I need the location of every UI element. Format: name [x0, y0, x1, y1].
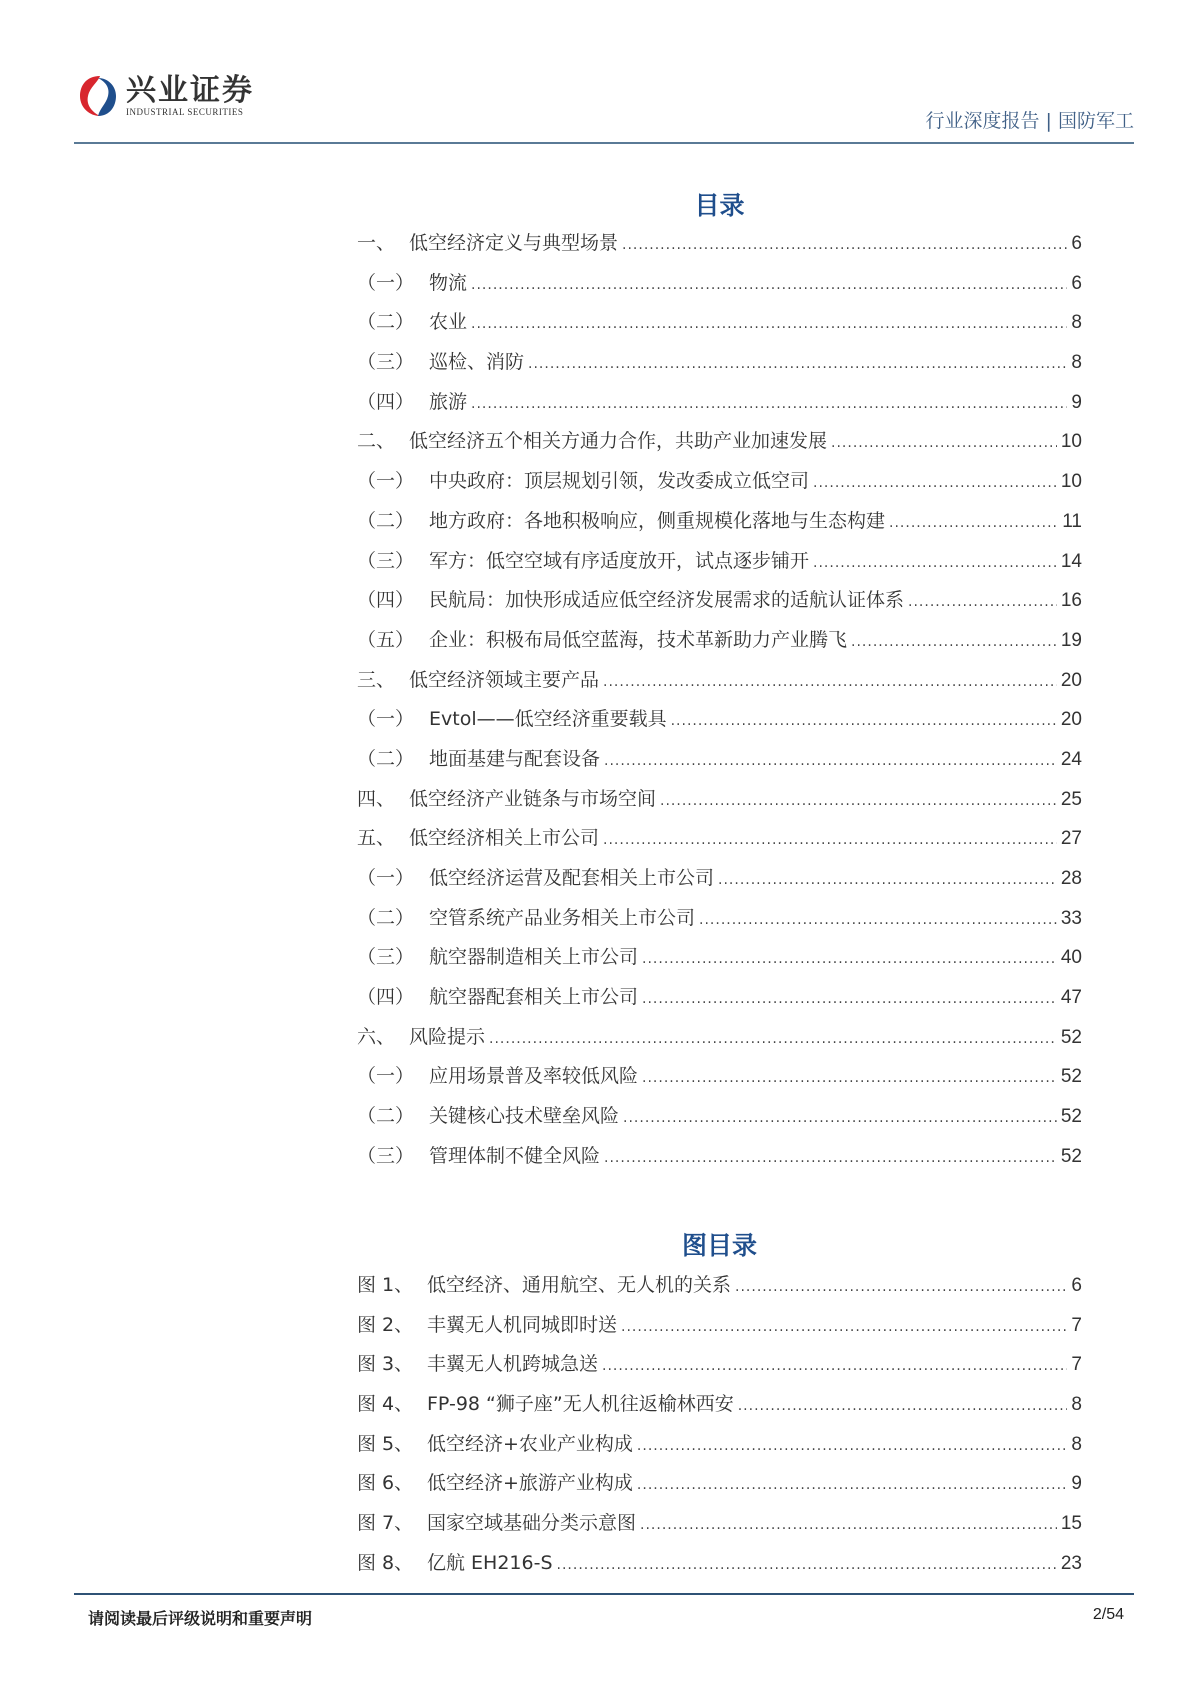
entry-number: 一、: [357, 232, 396, 254]
toc-title: 目录: [694, 191, 745, 220]
figure-list: [357, 1270, 1082, 1588]
dot-leader: [735, 1279, 1067, 1295]
entry-page: 8: [1071, 312, 1082, 334]
entry-page: 9: [1071, 391, 1082, 413]
dot-leader: [489, 1031, 1057, 1047]
entry-label: 航空器配套相关上市公司: [429, 986, 639, 1009]
toc-entry[interactable]: [357, 228, 1082, 268]
entry-label: 低空经济领域主要产品: [409, 668, 600, 691]
entry-page: 27: [1060, 828, 1082, 850]
toc-entry[interactable]: [357, 1141, 1082, 1181]
dot-leader: [604, 753, 1057, 769]
entry-number: （二）: [357, 747, 415, 770]
toc-entry[interactable]: [357, 823, 1082, 863]
entry-label: 国家空域基础分类示意图: [427, 1512, 637, 1535]
entry-label: Evtol——低空经济重要载具: [429, 708, 667, 731]
logo-en: INDUSTRIAL SECURITIES: [126, 107, 244, 117]
entry-label: 军方：低空空域有序适度放开，试点逐步铺开: [429, 549, 810, 572]
entry-number: 图 3、: [357, 1353, 414, 1376]
dot-leader: [528, 356, 1067, 372]
toc-entry[interactable]: [357, 347, 1082, 387]
entry-label: 关键核心技术壁垒风险: [429, 1105, 620, 1128]
entry-label: 企业：积极布局低空蓝海，技术革新助力产业腾飞: [429, 628, 848, 651]
entry-page: 8: [1071, 1394, 1082, 1416]
toc-entry[interactable]: [357, 307, 1082, 347]
dot-leader: [557, 1557, 1057, 1573]
toc-entry[interactable]: [357, 625, 1082, 665]
toc-entry[interactable]: [357, 704, 1082, 744]
logo-cn: 兴业证券: [126, 73, 254, 108]
dot-leader: [603, 832, 1057, 848]
entry-page: 33: [1060, 907, 1082, 929]
entry-label: 物流: [429, 271, 468, 294]
entry-page: 19: [1060, 629, 1082, 651]
entry-label: 地面基建与配套设备: [429, 747, 601, 770]
toc-entry[interactable]: [357, 585, 1082, 625]
entry-page: 10: [1060, 471, 1082, 493]
entry-page: 52: [1060, 1145, 1082, 1167]
figure-entry[interactable]: [357, 1548, 1082, 1588]
toc-entry[interactable]: [357, 744, 1082, 784]
dot-leader: [908, 594, 1057, 610]
dot-leader: [471, 396, 1067, 412]
company-logo: [78, 74, 254, 118]
entry-page: 6: [1071, 1275, 1082, 1296]
figure-entry[interactable]: [357, 1310, 1082, 1350]
dot-leader: [738, 1398, 1068, 1414]
entry-label: 中央政府：顶层规划引领，发改委成立低空司: [429, 470, 810, 493]
dot-leader: [471, 316, 1067, 332]
figure-entry[interactable]: [357, 1429, 1082, 1469]
entry-page: 52: [1060, 1026, 1082, 1048]
entry-page: 15: [1060, 1513, 1082, 1535]
figure-entry[interactable]: [357, 1349, 1082, 1389]
entry-number: （三）: [357, 946, 415, 969]
entry-label: 亿航 EH216-S: [427, 1551, 553, 1574]
entry-number: （一）: [357, 271, 415, 294]
entry-page: 9: [1071, 1473, 1082, 1495]
toc-entry[interactable]: [357, 466, 1082, 506]
dot-leader: [813, 555, 1057, 571]
dot-leader: [637, 1438, 1068, 1454]
entry-page: 52: [1060, 1066, 1082, 1088]
toc-entry[interactable]: [357, 546, 1082, 586]
dot-leader: [603, 674, 1057, 690]
toc-entry[interactable]: [357, 426, 1082, 466]
footer-disclaimer: 请阅读最后评级说明和重要声明: [88, 1609, 313, 1628]
entry-page: 7: [1071, 1354, 1082, 1376]
entry-label: 低空经济相关上市公司: [409, 827, 600, 850]
entry-number: 五、: [357, 827, 396, 850]
dot-leader: [623, 1110, 1057, 1126]
entry-label: 地方政府：各地积极响应，侧重规模化落地与生态构建: [429, 509, 886, 532]
toc-entry[interactable]: [357, 665, 1082, 705]
entry-page: 8: [1071, 1433, 1082, 1455]
figure-entry[interactable]: [357, 1270, 1082, 1310]
dot-leader: [622, 237, 1067, 253]
dot-leader: [642, 991, 1057, 1007]
toc-entry[interactable]: [357, 784, 1082, 824]
table-of-contents: [357, 228, 1082, 1181]
dot-leader: [699, 912, 1057, 928]
report-type: 行业深度报告 | 国防军工: [925, 110, 1134, 132]
entry-number: （二）: [357, 311, 415, 334]
entry-number: （二）: [357, 906, 415, 929]
dot-leader: [660, 793, 1057, 809]
entry-number: 六、: [357, 1025, 396, 1048]
figure-list-title: 图目录: [681, 1231, 757, 1260]
dot-leader: [642, 951, 1057, 967]
dot-leader: [718, 872, 1057, 888]
entry-label: 应用场景普及率较低风险: [429, 1065, 639, 1088]
dot-leader: [471, 277, 1067, 293]
entry-number: （二）: [357, 1105, 415, 1128]
entry-label: 丰翼无人机跨城急送: [427, 1353, 599, 1376]
entry-label: 低空经济定义与典型场景: [409, 232, 619, 254]
entry-label: 低空经济五个相关方通力合作，共助产业加速发展: [409, 430, 828, 453]
dot-leader: [671, 713, 1057, 729]
figure-entry[interactable]: [357, 1389, 1082, 1429]
entry-page: 24: [1060, 748, 1082, 770]
entry-page: 8: [1071, 352, 1082, 374]
entry-page: 10: [1060, 431, 1082, 453]
entry-page: 7: [1071, 1314, 1082, 1336]
entry-label: 风险提示: [409, 1025, 486, 1048]
entry-page: 23: [1060, 1552, 1082, 1574]
entry-label: 管理体制不健全风险: [429, 1144, 601, 1167]
entry-page: 20: [1060, 709, 1082, 731]
entry-number: （一）: [357, 1065, 415, 1088]
entry-number: 二、: [357, 430, 396, 453]
entry-number: （四）: [357, 986, 415, 1009]
entry-label: FP-98 “狮子座”无人机往返榆林西安: [427, 1393, 734, 1416]
dot-leader: [621, 1319, 1067, 1335]
entry-page: 52: [1060, 1106, 1082, 1128]
entry-number: （一）: [357, 470, 415, 493]
entry-number: 四、: [357, 787, 396, 810]
toc-entry[interactable]: [357, 1061, 1082, 1101]
entry-number: 图 5、: [357, 1432, 414, 1455]
entry-page: 47: [1060, 987, 1082, 1009]
entry-page: 40: [1060, 947, 1082, 969]
entry-number: （五）: [357, 628, 415, 651]
entry-number: 图 1、: [357, 1274, 414, 1296]
dot-leader: [637, 1477, 1068, 1493]
entry-label: 低空经济、通用航空、无人机的关系: [427, 1274, 732, 1296]
entry-page: 11: [1062, 510, 1082, 532]
entry-number: （一）: [357, 867, 415, 889]
dot-leader: [642, 1070, 1057, 1086]
entry-number: 图 7、: [357, 1512, 414, 1535]
dot-leader: [813, 475, 1057, 491]
figure-entry[interactable]: [357, 1468, 1082, 1508]
entry-page: 6: [1071, 233, 1082, 254]
dot-leader: [640, 1517, 1057, 1533]
toc-entry[interactable]: [357, 387, 1082, 427]
entry-page: 25: [1060, 788, 1082, 810]
toc-entry[interactable]: [357, 903, 1082, 943]
entry-number: （二）: [357, 509, 415, 532]
header-divider: [74, 142, 1134, 144]
dot-leader: [851, 634, 1057, 650]
entry-number: （一）: [357, 708, 415, 731]
entry-page: 6: [1071, 272, 1082, 294]
entry-number: 图 4、: [357, 1393, 414, 1416]
dot-leader: [604, 1150, 1057, 1166]
entry-label: 巡检、消防: [429, 351, 525, 374]
entry-number: （四）: [357, 390, 415, 413]
figure-entry[interactable]: [357, 1508, 1082, 1548]
dot-leader: [602, 1358, 1067, 1374]
page-number: 2/54: [1092, 1606, 1124, 1623]
dot-leader: [831, 435, 1057, 451]
toc-entry[interactable]: [357, 1101, 1082, 1141]
entry-number: 图 2、: [357, 1313, 414, 1336]
entry-label: 低空经济产业链条与市场空间: [409, 787, 657, 810]
toc-entry[interactable]: [357, 506, 1082, 546]
entry-label: 航空器制造相关上市公司: [429, 946, 639, 969]
entry-label: 低空经济+农业产业构成: [427, 1432, 633, 1455]
entry-label: 低空经济+旅游产业构成: [427, 1472, 633, 1495]
toc-entry[interactable]: [357, 942, 1082, 982]
entry-number: （三）: [357, 1144, 415, 1167]
dot-leader: [889, 515, 1058, 531]
entry-number: （三）: [357, 549, 415, 572]
entry-label: 旅游: [429, 390, 468, 413]
entry-page: 28: [1060, 868, 1082, 889]
entry-page: 16: [1060, 590, 1082, 612]
entry-page: 14: [1060, 550, 1082, 572]
entry-label: 空管系统产品业务相关上市公司: [429, 906, 696, 929]
entry-label: 民航局：加快形成适应低空经济发展需求的适航认证体系: [429, 589, 905, 612]
toc-entry[interactable]: [357, 982, 1082, 1022]
entry-number: （四）: [357, 589, 415, 612]
toc-entry[interactable]: [357, 268, 1082, 308]
entry-label: 低空经济运营及配套相关上市公司: [429, 867, 715, 889]
entry-number: 三、: [357, 668, 396, 691]
logo-mark-icon: [78, 74, 118, 118]
entry-label: 丰翼无人机同城即时送: [427, 1313, 618, 1336]
entry-number: 图 8、: [357, 1551, 414, 1574]
entry-page: 20: [1060, 669, 1082, 691]
entry-number: （三）: [357, 351, 415, 374]
entry-number: 图 6、: [357, 1472, 414, 1495]
toc-entry[interactable]: [357, 1022, 1082, 1062]
footer-divider: [74, 1593, 1134, 1595]
toc-entry[interactable]: [357, 863, 1082, 903]
entry-label: 农业: [429, 311, 468, 334]
